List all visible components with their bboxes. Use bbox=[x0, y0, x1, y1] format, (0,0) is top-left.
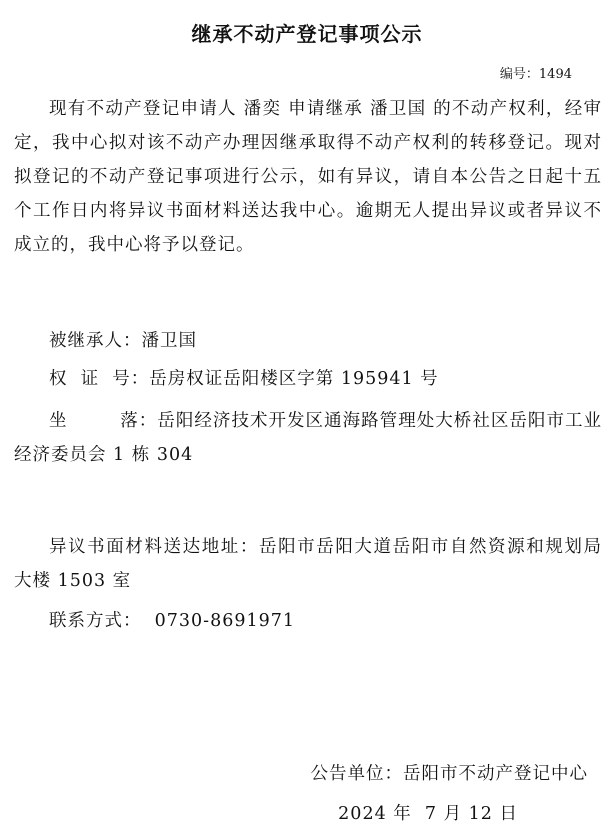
notice-title: 继承不动产登记事项公示 bbox=[191, 22, 423, 46]
notice-body: 现有不动产登记申请人 潘奕 申请继承 潘卫国 的不动产权利，经审定，我中心拟对该不动产办理因继承取得不动产权利的转移登记。现对拟登记的不动产登记事项进行公示，如有异议，请自本公告之日起十五个工作日内将异议书面材料送达我中心。逾期无人提出异议或者异议不成立的，我中心将予以登记。 bbox=[14, 99, 602, 255]
issuing-unit: 公告单位：岳阳市不动产登记中心 bbox=[310, 764, 588, 784]
notice-date: 2024 年 7 月 12 日 bbox=[338, 804, 518, 824]
objection-address-line: 异议书面材料送达地址：岳阳市岳阳大道岳阳市自然资源和规划局大楼 1503 室 bbox=[14, 537, 602, 591]
document-number: 编号：1494 bbox=[499, 67, 572, 82]
decedent-line: 被继承人：潘卫国 bbox=[49, 331, 197, 351]
contact-line: 联系方式： 0730-8691971 bbox=[49, 611, 296, 631]
property-location-line: 坐 落：岳阳经济技术开发区通海路管理处大桥社区岳阳市工业经济委员会 1 栋 304 bbox=[14, 411, 602, 465]
certificate-number-line: 权 证 号：岳房权证岳阳楼区字第 195941 号 bbox=[49, 369, 439, 389]
